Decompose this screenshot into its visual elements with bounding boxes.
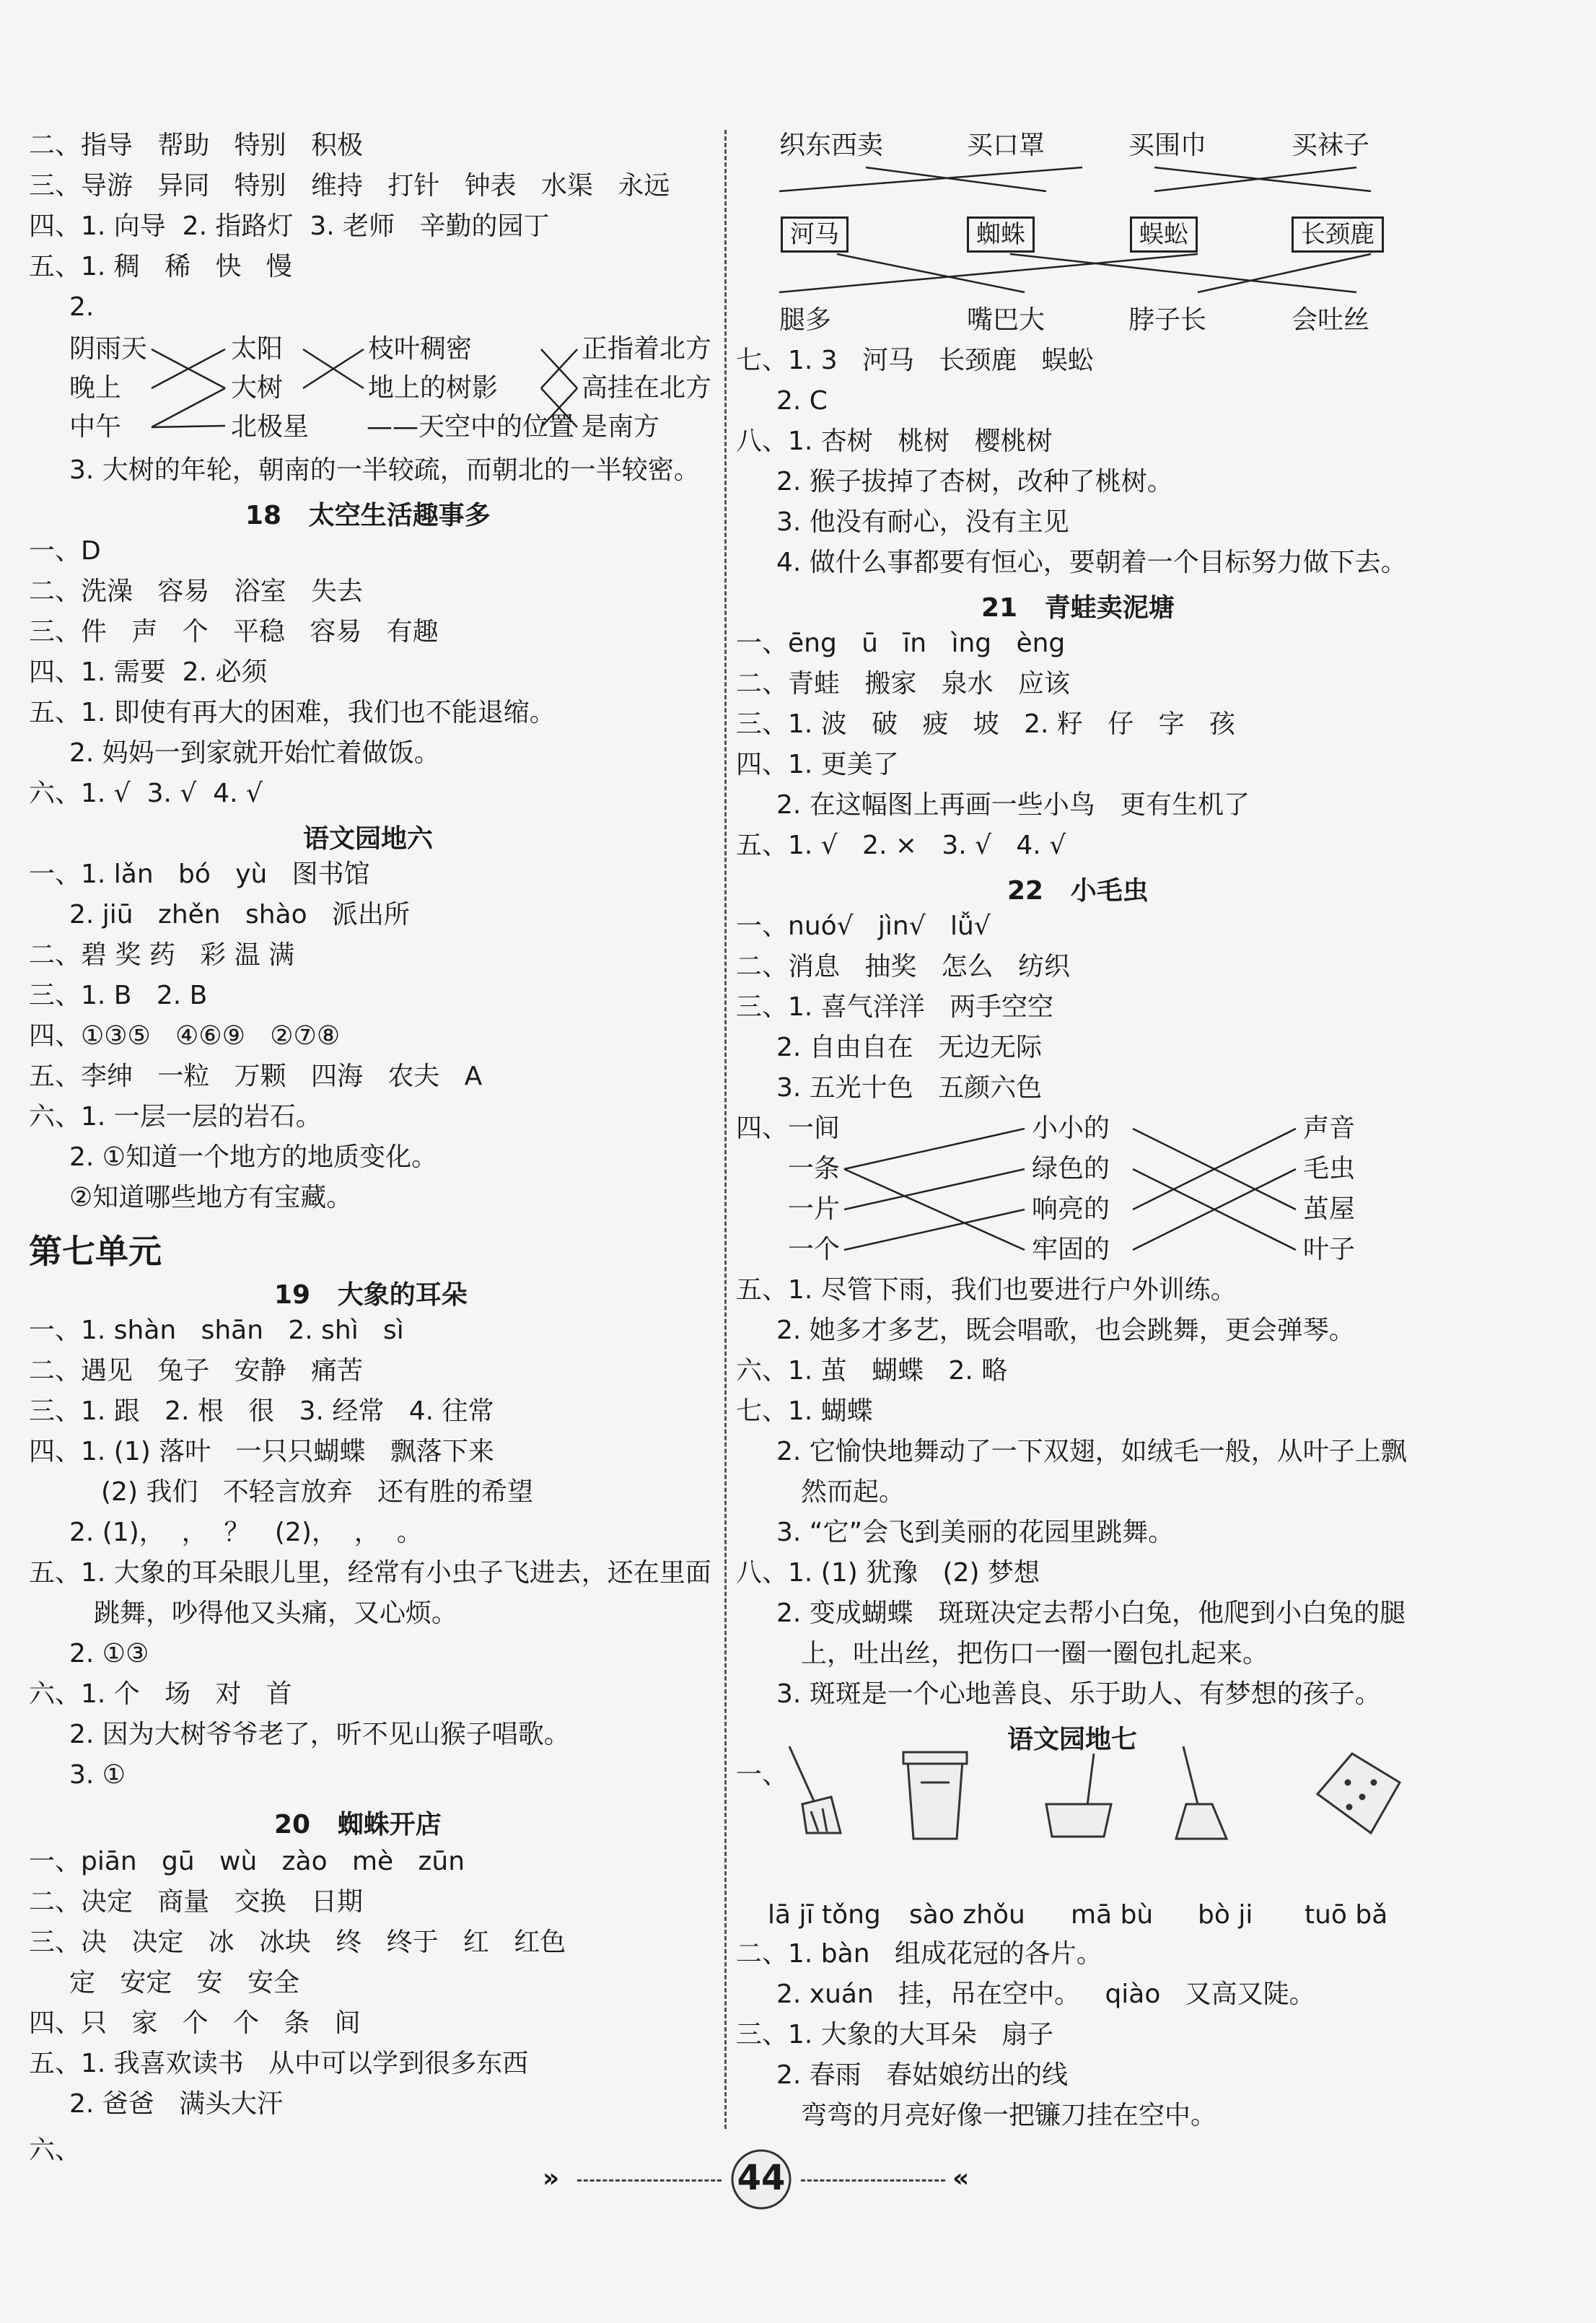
answer-line: 2. 它愉快地舞动了一下双翅，如绒毛一般，从叶子上飘 xyxy=(776,1437,1407,1466)
pinyin-item: mā bù xyxy=(1071,1900,1154,1930)
answer-line: 2. 自由自在 无边无际 xyxy=(776,1033,1043,1062)
answer-line: 弯弯的月亮好像一把镰刀挂在空中。 xyxy=(801,2101,1217,2130)
answer-line: 3. ① xyxy=(69,1760,126,1790)
answer-line: 五、1. 即使有再大的困难，我们也不能退缩。 xyxy=(29,698,556,727)
match-item: 腿多 xyxy=(779,305,832,335)
answer-line: 2. xyxy=(69,292,95,322)
answer-line: 五、1. 大象的耳朵眼儿里，经常有小虫子飞进去，还在里面 xyxy=(29,1558,711,1588)
answer-line: 二、指导 帮助 特别 积极 xyxy=(29,131,363,160)
lesson-title: 22 小毛虫 xyxy=(1007,876,1149,906)
answer-line: 2. 她多才多艺，既会唱歌，也会跳舞，更会弹琴。 xyxy=(776,1316,1355,1345)
answer-line: 上，吐出丝，把伤口一圈一圈包扎起来。 xyxy=(801,1639,1269,1668)
answer-line: 然而起。 xyxy=(801,1477,906,1507)
answer-line: 四、①③⑤ ④⑥⑨ ②⑦⑧ xyxy=(29,1021,341,1051)
answer-box: 长颈鹿 xyxy=(1292,216,1384,253)
match-dash: —— xyxy=(367,412,418,442)
match-item: 一间 xyxy=(788,1114,841,1143)
answer-line: 2. 在这幅图上再画一些小鸟 更有生机了 xyxy=(776,790,1250,820)
match-item: 一片 xyxy=(788,1194,841,1224)
answer-line: 八、1. 杏树 桃树 樱桃树 xyxy=(736,426,1053,456)
answer-line: 2. 春雨 春姑娘纺出的线 xyxy=(776,2060,1069,2090)
match-item: 牢固的 xyxy=(1032,1235,1110,1264)
answer-line: 八、1. (1) 犹豫 (2) 梦想 xyxy=(736,1558,1040,1588)
answer-line: 2. C xyxy=(776,386,828,416)
match-item: 中午 xyxy=(69,412,122,442)
match-item: 高挂在北方 xyxy=(582,373,712,403)
answer-line: 三、1. 喜气洋洋 两手空空 xyxy=(736,992,1054,1022)
pinyin-item: bò ji xyxy=(1198,1900,1253,1930)
answer-line: 六、1. 个 场 对 首 xyxy=(29,1679,292,1709)
answer-line: 三、导游 异同 特别 维持 打针 钟表 水渠 永远 xyxy=(29,171,670,201)
pinyin-item: tuō bǎ xyxy=(1305,1900,1388,1930)
match-item: 北极星 xyxy=(231,412,310,442)
answer-line: 四、1. 需要 2. 必须 xyxy=(29,657,268,687)
match-item: 织东西卖 xyxy=(779,131,884,160)
answer-line: 一、ēng ū īn ìng èng xyxy=(736,629,1066,658)
answer-line: 2. (1)， ， ？ (2)， ， 。 xyxy=(69,1518,423,1547)
answer-line: 五、1. 尽管下雨，我们也要进行户外训练。 xyxy=(736,1275,1237,1305)
match-item: 茧屋 xyxy=(1303,1194,1356,1224)
match-item: 是南方 xyxy=(582,412,660,442)
answer-line: 四、1. 向导 2. 指路灯 3. 老师 辛勤的园丁 xyxy=(29,211,550,241)
answer-line: 3. 大树的年轮，朝南的一半较疏，而朝北的一半较密。 xyxy=(69,455,700,485)
answer-line: 一、nuó√ jìn√ lǚ√ xyxy=(736,911,991,941)
answer-line: 一、piān gū wù zào mè zūn xyxy=(29,1847,465,1876)
answer-line: 2. 因为大树爷爷老了，听不见山猴子唱歌。 xyxy=(69,1720,570,1749)
lesson-title: 20 蜘蛛开店 xyxy=(274,1810,442,1839)
answer-box: 蜘蛛 xyxy=(967,216,1035,253)
match-item: 买围巾 xyxy=(1128,131,1207,160)
lesson-title: 19 大象的耳朵 xyxy=(274,1280,468,1310)
match-item: 一个 xyxy=(788,1235,841,1264)
answer-line: 二、洗澡 容易 浴室 失去 xyxy=(29,577,363,606)
footer-right-mark: « xyxy=(952,2164,970,2193)
match-item: 响亮的 xyxy=(1032,1194,1110,1224)
answer-line: 2. ①③ xyxy=(69,1639,149,1668)
footer-left-mark: » xyxy=(543,2164,560,2193)
match-item: 大树 xyxy=(231,373,284,403)
answer-line: 2. 猴子拔掉了杏树，改种了桃树。 xyxy=(776,467,1173,496)
match-item: 地上的树影 xyxy=(368,373,499,403)
match-item: 太阳 xyxy=(231,334,284,364)
pinyin-item: lā jī tǒng xyxy=(768,1900,881,1930)
match-item: 声音 xyxy=(1303,1114,1356,1143)
match-item: 会吐丝 xyxy=(1292,305,1370,335)
answer-box: 河马 xyxy=(781,216,849,253)
match-item: 买口罩 xyxy=(967,131,1045,160)
answer-line: 二、碧 奖 药 彩 温 满 xyxy=(29,940,295,970)
page-number: 44 xyxy=(737,2158,786,2198)
answer-line: 六、1. 茧 蝴蝶 2. 略 xyxy=(736,1356,1008,1386)
answer-line: 四、1. 更美了 xyxy=(736,750,899,779)
match-item: 毛虫 xyxy=(1303,1154,1356,1184)
answer-line: 六、1. √ 3. √ 4. √ xyxy=(29,779,263,808)
answer-line: 2. ①知道一个地方的地质变化。 xyxy=(69,1142,438,1172)
answer-line: 六、1. 一层一层的岩石。 xyxy=(29,1102,322,1132)
answer-line: 七、1. 蝴蝶 xyxy=(736,1396,873,1426)
pinyin-item: sào zhǒu xyxy=(909,1900,1025,1930)
section-title: 语文园地六 xyxy=(303,824,434,854)
footer-dashes xyxy=(801,2179,945,2182)
answer-line: 3. 斑斑是一个心地善良、乐于助人、有梦想的孩子。 xyxy=(776,1679,1381,1709)
answer-line: 七、1. 3 河马 长颈鹿 蜈蚣 xyxy=(736,346,1094,375)
answer-line: (2) 我们 不轻言放弃 还有胜的希望 xyxy=(101,1477,534,1507)
answer-line: 二、青蛙 搬家 泉水 应该 xyxy=(736,669,1070,699)
answer-line: 六、 xyxy=(29,2135,82,2165)
answer-line: 三、1. 大象的大耳朵 扇子 xyxy=(736,2020,1054,2049)
answer-line: 五、1. 稠 稀 快 慢 xyxy=(29,252,292,281)
match-item: 晚上 xyxy=(69,373,122,403)
answer-box: 蜈蚣 xyxy=(1130,216,1198,253)
answer-line: 三、1. B 2. B xyxy=(29,981,208,1010)
match-item: 正指着北方 xyxy=(582,334,712,364)
answer-line: 一、1. lǎn bó yù 图书馆 xyxy=(29,859,370,889)
answer-line: 3. 他没有耐心，没有主见 xyxy=(776,507,1069,537)
answer-line: 五、1. √ 2. × 3. √ 4. √ xyxy=(736,831,1066,860)
answer-line: 2. 变成蝴蝶 斑斑决定去帮小白兔，他爬到小白兔的腿 xyxy=(776,1598,1406,1628)
answer-line: 3. 五光十色 五颜六色 xyxy=(776,1073,1043,1103)
match-item: 叶子 xyxy=(1303,1235,1356,1264)
match-item: 小小的 xyxy=(1032,1114,1110,1143)
answer-line: 4. 做什么事都要有恒心，要朝着一个目标努力做下去。 xyxy=(776,548,1407,577)
answer-line: 三、1. 波 破 疲 坡 2. 籽 仔 字 孩 xyxy=(736,709,1235,739)
answer-line: 一、D xyxy=(29,536,101,566)
match-item: 阴雨天 xyxy=(69,334,148,364)
answer-line: 三、决 决定 冰 冰块 终 终于 红 红色 xyxy=(29,1928,566,1957)
match-item: 一条 xyxy=(788,1154,841,1184)
answer-line: 2. 妈妈一到家就开始忙着做饭。 xyxy=(69,738,440,768)
unit-title: 第七单元 xyxy=(29,1232,162,1271)
answer-line: 一、 xyxy=(736,1760,789,1790)
lesson-title: 21 青蛙卖泥塘 xyxy=(981,593,1175,623)
answer-line: 二、遇见 兔子 安静 痛苦 xyxy=(29,1356,363,1386)
match-item: 枝叶稠密 xyxy=(368,334,473,364)
match-item: 嘴巴大 xyxy=(967,305,1045,335)
answer-line: 三、1. 跟 2. 根 很 3. 经常 4. 往常 xyxy=(29,1396,494,1426)
answer-line: 2. 爸爸 满头大汗 xyxy=(69,2089,284,2119)
lesson-title: 18 太空生活趣事多 xyxy=(245,501,491,530)
answer-line: 3. “它”会飞到美丽的花园里跳舞。 xyxy=(776,1518,1175,1547)
match-item: 天空中的位置 xyxy=(418,412,575,442)
answer-line: 五、1. 我喜欢读书 从中可以学到很多东西 xyxy=(29,2049,529,2078)
answer-line: 一、1. shàn shān 2. shì sì xyxy=(29,1316,404,1345)
answer-line: 定 安定 安 安全 xyxy=(69,1968,299,1998)
match-item: 买袜子 xyxy=(1292,131,1370,160)
match-item: 绿色的 xyxy=(1032,1154,1110,1184)
answer-line: 四、1. (1) 落叶 一只只蝴蝶 飘落下来 xyxy=(29,1437,494,1466)
section-title: 语文园地七 xyxy=(1007,1725,1138,1754)
answer-line: 2. jiū zhěn shào 派出所 xyxy=(69,900,410,929)
answer-line: 2. xuán 挂，吊在空中。 qiào 又高又陡。 xyxy=(776,1979,1315,2009)
answer-line: 跳舞，吵得他又头痛，又心烦。 xyxy=(94,1598,458,1628)
answer-line: ②知道哪些地方有宝藏。 xyxy=(69,1183,353,1212)
answer-line: 四、只 家 个 个 条 间 xyxy=(29,2008,361,2038)
section-label: 四、 xyxy=(736,1114,789,1143)
answer-line: 二、1. bàn 组成花冠的各片。 xyxy=(736,1939,1102,1969)
answer-line: 二、决定 商量 交换 日期 xyxy=(29,1887,363,1917)
answer-line: 二、消息 抽奖 怎么 纺织 xyxy=(736,952,1070,981)
answer-line: 五、李绅 一粒 万颗 四海 农夫 A xyxy=(29,1062,483,1091)
answer-line: 三、件 声 个 平稳 容易 有趣 xyxy=(29,617,439,647)
match-item: 脖子长 xyxy=(1128,305,1207,335)
